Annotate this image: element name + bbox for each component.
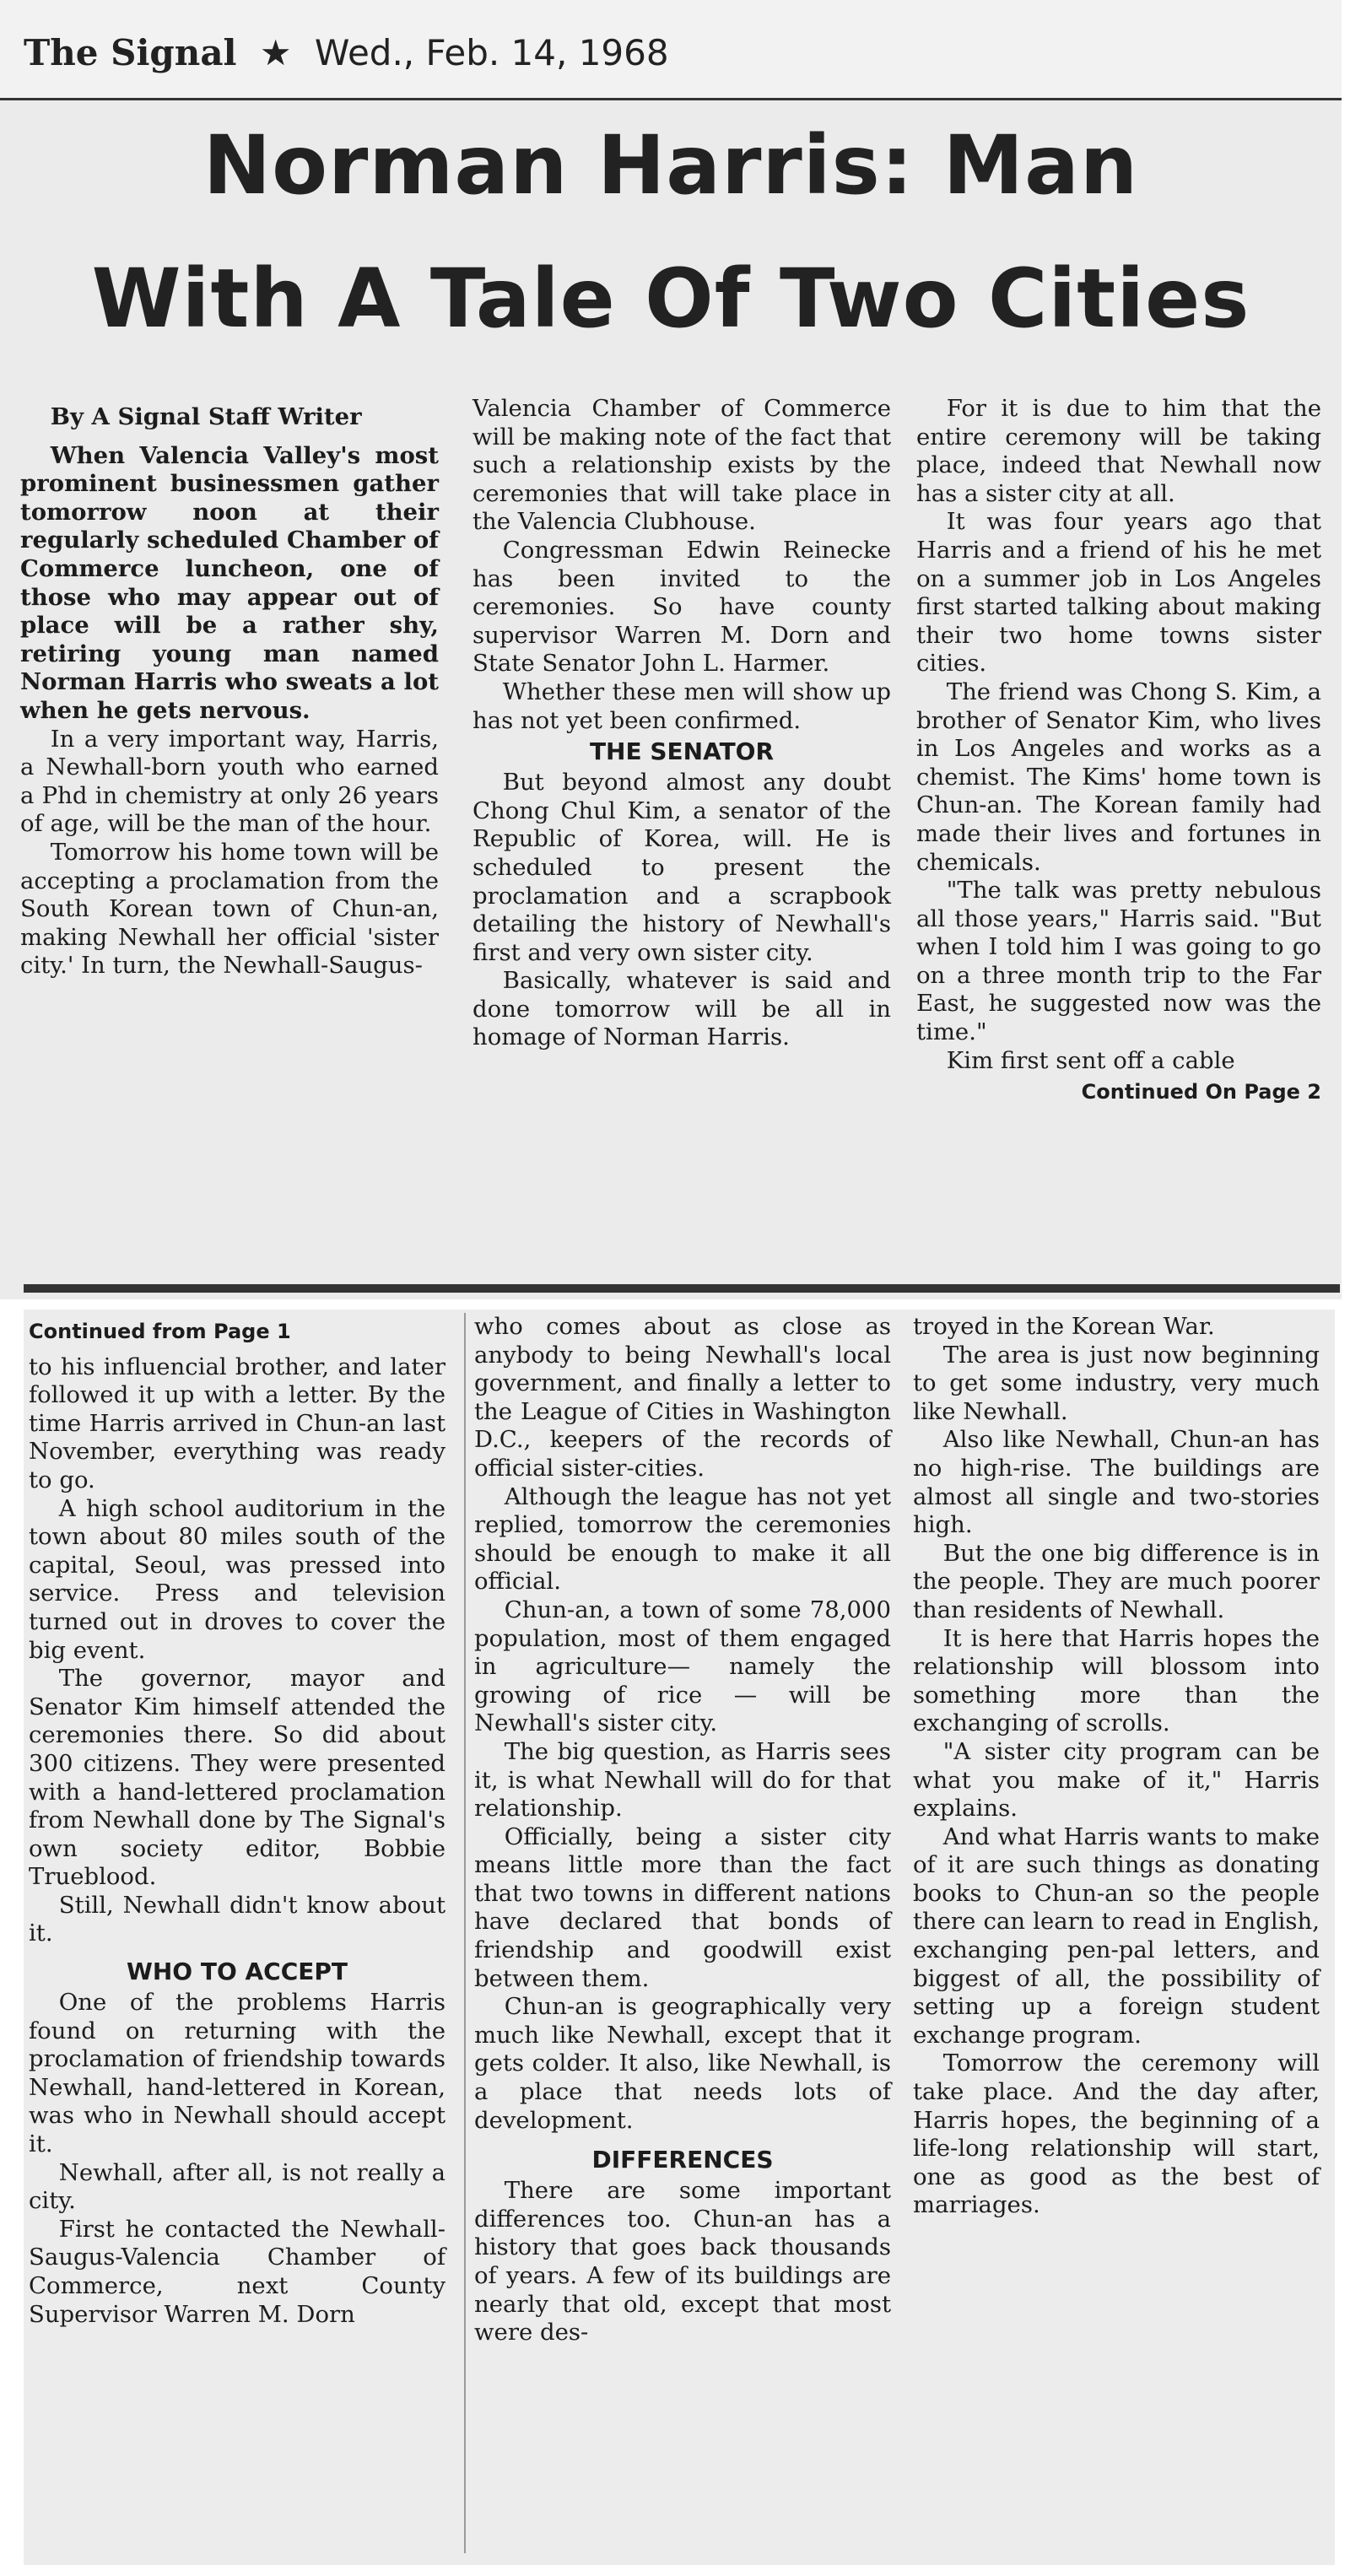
paragraph: Tomorrow the ceremony will take place. And the day after, Harris hopes, the beginning of a life-long relationship will start, one as good as the best of marriages. xyxy=(913,2049,1320,2219)
continued-on-note: Continued On Page 2 xyxy=(1081,1080,1321,1104)
paragraph: who comes about as close as anybody to being Newhall's local government, and finally a letter to the League of Cities in Washington D.C., keepers of the records of official sister-cities. xyxy=(474,1313,891,1482)
paragraph: Also like Newhall, Chun-an has no high-rise. The buildings are almost all single and two-stories high. xyxy=(913,1426,1320,1539)
paragraph: Chun-an, a town of some 78,000 population, most of them engaged in agriculture— namely the growing of rice — will be Newhall's sister city. xyxy=(474,1596,891,1737)
column-rule xyxy=(464,1313,466,2553)
paragraph: Officially, being a sister city means little more than the fact that two towns in different nations have declared that bonds of friendship and goodwill exist between them. xyxy=(474,1823,891,1992)
top-column-2 xyxy=(472,395,891,1052)
paragraph: When Valencia Valley's most prominent businessmen gather tomorrow noon at their regularly scheduled Chamber of Commerce luncheon, one of those who may appear out of place will be a rather shy, retiring young man named Norman Harris who sweats a lot when he gets nervous. xyxy=(20,441,439,724)
paragraph: Valencia Chamber of Commerce will be making note of the fact that such a relationship exists by the ceremonies that will take place in the Valencia Clubhouse. xyxy=(472,395,891,536)
subhead-who-to-accept: WHO TO ACCEPT xyxy=(126,1958,348,1986)
paragraph: Whether these men will show up has not yet been confirmed. xyxy=(472,678,891,734)
paragraph: troyed in the Korean War. xyxy=(913,1313,1215,1340)
top-column-1 xyxy=(20,403,439,980)
paragraph: The area is just now beginning to get some industry, very much like Newhall. xyxy=(913,1341,1320,1425)
top-col2b-paragraphs xyxy=(472,769,891,1052)
paragraph: In a very important way, Harris, a Newhall-born youth who earned a Phd in chemistry at only 26 years of age, will be the man of the hour. xyxy=(20,725,439,838)
section-divider xyxy=(24,1284,1340,1293)
top-col2-paragraphs xyxy=(472,395,891,735)
bottom-col2b-paragraphs xyxy=(474,2177,891,2347)
issue-date: Wed., Feb. 14, 1968 xyxy=(314,32,669,73)
masthead-line xyxy=(24,32,669,73)
paragraph: Although the league has not yet replied, tomorrow the ceremonies should be enough to make it all official. xyxy=(474,1482,891,1596)
bottom-col3-paragraphs xyxy=(913,1313,1320,2220)
paragraph: Chun-an is geographically very much like Newhall, except that it gets colder. It also, like Newhall, is a place that needs lots of development. xyxy=(474,1993,891,2134)
paragraph: It was four years ago that Harris and a friend of his he met on a summer job in Los Angeles first started talking about making their two home towns sister cities. xyxy=(916,508,1321,678)
bottom-col2-paragraphs xyxy=(474,1313,891,2135)
paragraph: It is here that Harris hopes the relationship will blossom into something more than the exchanging of scrolls. xyxy=(913,1624,1320,1737)
byline: By A Signal Staff Writer xyxy=(50,403,362,430)
paragraph: The friend was Chong S. Kim, a brother of Senator Kim, who lives in Los Angeles and works as a chemist. The Kims' home town is Chun-an. The Korean family had made their lives and fortunes in chemicals. xyxy=(916,678,1321,876)
top-col1-paragraphs xyxy=(20,442,439,980)
paragraph: Kim first sent off a cable xyxy=(946,1046,1235,1074)
subhead-differences: DIFFERENCES xyxy=(591,2146,774,2174)
paragraph: There are some important differences too. Chun-an has a history that goes back thousands of years. A few of its buildings are nearly that old, except that most were des- xyxy=(474,2177,891,2346)
paragraph: Congressman Edwin Reinecke has been invited to the ceremonies. So have county supervisor Warren M. Dorn and State Senator John L. Harmer. xyxy=(472,536,891,678)
masthead xyxy=(0,0,1342,100)
paragraph: But the one big difference is in the people. They are much poorer than residents of Newhall. xyxy=(913,1539,1320,1623)
paragraph: Basically, whatever is said and done tomorrow will be all in homage of Norman Harris. xyxy=(472,967,891,1051)
bottom-col1-paragraphs xyxy=(29,1353,446,1948)
paragraph: Still, Newhall didn't know about it. xyxy=(29,1891,446,1947)
headline-line-2: With A Tale Of Two Cities xyxy=(91,251,1250,346)
star-icon: ★ xyxy=(259,32,292,73)
paragraph: "A sister city program can be what you make of it," Harris explains. xyxy=(913,1737,1320,1823)
headline-line-1: Norman Harris: Man xyxy=(202,118,1139,213)
continued-from-note: Continued from Page 1 xyxy=(29,1320,291,1343)
paragraph: First he contacted the Newhall-Saugus-Valencia Chamber of Commerce, next County Supervisor Warren M. Dorn xyxy=(29,2215,446,2328)
paragraph: But beyond almost any doubt Chong Chul Kim, a senator of the Republic of Korea, will. He is scheduled to present the proclamation and a scrapbook detailing the history of Newhall's first and very own sister city. xyxy=(472,769,891,966)
bottom-column-3 xyxy=(913,1313,1320,2220)
paper-name: The Signal xyxy=(24,32,237,73)
paragraph: For it is due to him that the entire ceremony will be taking place, indeed that Newhall now has a sister city at all. xyxy=(916,395,1321,507)
subhead-the-senator: THE SENATOR xyxy=(589,737,775,766)
paragraph: One of the problems Harris found on returning with the proclamation of friendship towards Newhall, hand-lettered in Korean, was who in Newhall should accept it. xyxy=(29,1989,446,2158)
paragraph: to his influencial brother, and later followed it up with a letter. By the time Harris arrived in Chun-an last November, everything was ready to go. xyxy=(29,1353,446,1493)
paragraph: Tomorrow his home town will be accepting a proclamation from the South Korean town of Chun-an, making Newhall her official 'sister city.' In turn, the Newhall-Saugus- xyxy=(20,838,439,980)
paragraph: And what Harris wants to make of it are such things as donating books to Chun-an so the people there can learn to read in English, exchanging pen-pal letters, and biggest of all, the possibility of setting up a foreign student exchange program. xyxy=(913,1823,1320,2049)
paragraph: The big question, as Harris sees it, is what Newhall will do for that relationship. xyxy=(474,1737,891,1823)
top-column-3 xyxy=(916,395,1321,1107)
paragraph: A high school auditorium in the town about 80 miles south of the capital, Seoul, was pressed into service. Press and television turned out in droves to cover the big event. xyxy=(29,1494,446,1664)
top-col3-paragraphs xyxy=(916,395,1321,1075)
masthead-rule xyxy=(0,98,1342,100)
paragraph: "The talk was pretty nebulous all those years," Harris said. "But when I told him I was going to go on a three month trip to the Far East, he suggested now was the time." xyxy=(916,877,1321,1046)
bottom-col1b-paragraphs xyxy=(29,1989,446,2329)
bottom-column-1 xyxy=(29,1318,446,2329)
paragraph: Newhall, after all, is not really a city. xyxy=(29,2158,446,2215)
bottom-column-2 xyxy=(474,1313,891,2347)
paragraph: The governor, mayor and Senator Kim himself attended the ceremonies there. So did about 300 citizens. They were presented with a hand-lettered proclamation from Newhall done by The Signal's own society editor, Bobbie Trueblood. xyxy=(29,1665,446,1891)
